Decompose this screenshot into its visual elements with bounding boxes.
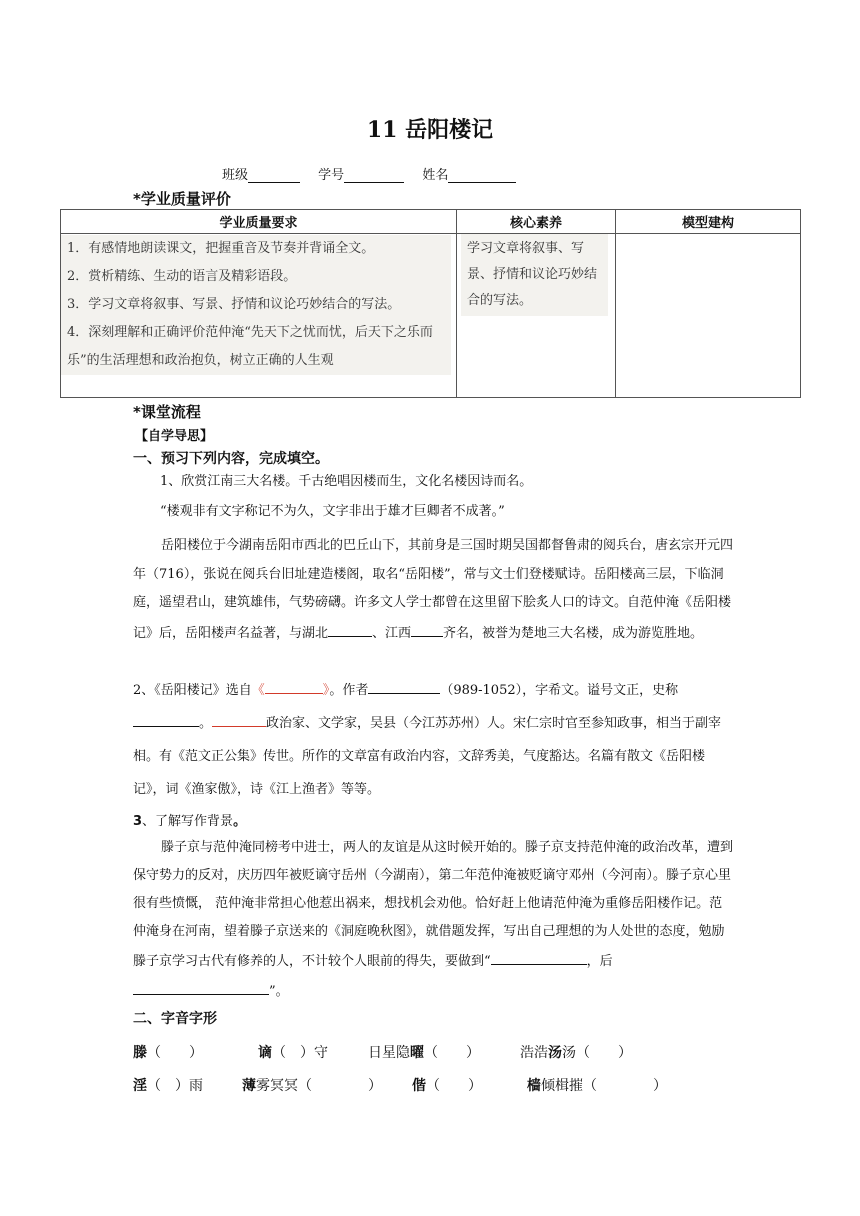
p1-body-text: 岳阳楼位于今湖南岳阳市西北的巴丘山下，其前身是三国时期吴国都督鲁肃的阅兵台，唐玄宗开元四年（716），张说在阅兵台旧址建造楼阁，取名“岳阳楼”，常与文士们登楼赋诗。岳阳楼高三层，下临洞庭，遥望君山，建筑雄伟，气势磅礴。许多文人学士都曾在这里留下脍炙人口的诗文。自范仲淹《岳阳楼记》后，岳阳楼声名益著，与湖北 bbox=[133, 538, 734, 641]
quality-heading: *学业质量评价 bbox=[133, 190, 231, 208]
quality-table bbox=[60, 209, 801, 398]
p3-body-text: 滕子京与范仲淹同榜考中进士，两人的友谊是从这时候开始的。滕子京支持范仲淹的政治改革，遭到保守势力的反对，庆历四年被贬谪守岳州（今湖南），第二年范仲淹被贬谪守邓州（今河南）。滕子京心里很有些愤慨， 范仲淹非常担心他惹出祸来，想找机会劝他。恰好赶上他请范仲淹为重修岳阳楼作记。范仲淹身在河南，望着滕子京送来的《洞庭晚秋图》，就借题发挥，写出自己理想的为人处世的态度，勉励滕子京学习古代有修养的人，不计较个人眼前的得失，要做到“ bbox=[133, 840, 734, 969]
p2-text-d: 。 bbox=[199, 716, 213, 731]
requirement-4: 4．深刻理解和正确评价范仲淹“先天下之忧而忧，后天下之乐而乐”的生活理想和政治抱负，树立正确的人生观 bbox=[61, 319, 451, 375]
char-item: 薄雾冥冥（ ） bbox=[242, 1078, 382, 1094]
name-label: 姓名 bbox=[422, 168, 449, 183]
p2-text-a: 2、《岳阳楼记》选自 bbox=[133, 683, 252, 698]
p2-text-e: 政治家、文学家，吴县（今江苏苏州）人。宋仁宗时官至参知政事，相当于副宰相。有《范文正公集》传世。所作的文章富有政治内容，文辞秀美，气度豁达。名篇有散文《岳阳楼记》，词《渔家傲》，诗《江上渔者》等等。 bbox=[133, 716, 722, 797]
header-requirements: 学业质量要求 bbox=[61, 210, 457, 234]
blank-jiangxi[interactable] bbox=[411, 618, 443, 637]
char-item: 偕（ ） bbox=[412, 1078, 482, 1094]
p3-body bbox=[133, 834, 733, 1006]
char-item: 谪（ ）守 bbox=[258, 1045, 328, 1061]
p1-body bbox=[133, 532, 735, 648]
p3-body-text-c: ”。 bbox=[269, 984, 289, 999]
p3-num: 3 bbox=[133, 814, 143, 829]
core-cell bbox=[457, 234, 616, 398]
number-blank[interactable] bbox=[344, 168, 404, 183]
page-title: 11 岳阳楼记 bbox=[366, 117, 494, 143]
requirement-2: 2．赏析精练、生动的语言及精彩语段。 bbox=[61, 263, 451, 291]
name-blank[interactable] bbox=[448, 168, 516, 183]
blank-hubei[interactable] bbox=[328, 618, 372, 637]
blank-dynasty[interactable] bbox=[212, 708, 266, 727]
self-study-label: 【自学导思】 bbox=[135, 429, 214, 444]
blank-joy[interactable] bbox=[133, 976, 269, 995]
char-item: 淫（ ）雨 bbox=[133, 1078, 203, 1094]
p3-dot: 。 bbox=[233, 814, 247, 829]
p1-intro: 1、欣赏江南三大名楼。千古绝唱因楼而生，文化名楼因诗而名。 bbox=[160, 474, 533, 489]
p2-red-close: 》 bbox=[322, 683, 330, 698]
number-label: 学号 bbox=[318, 168, 345, 183]
requirement-3: 3．学习文章将叙事、写景、抒情和议论巧妙结合的写法。 bbox=[61, 291, 451, 319]
p1-body-text-c: 齐名，被誉为楚地三大名楼，成为游览胜地。 bbox=[443, 625, 704, 641]
requirement-1: 1．有感情地朗读课文，把握重音及节奏并背诵全文。 bbox=[61, 235, 451, 263]
part2-heading: 二、字音字形 bbox=[133, 1011, 217, 1027]
blank-worry[interactable] bbox=[491, 946, 587, 965]
p1-body-text-b: 、江西 bbox=[372, 625, 412, 641]
class-blank[interactable] bbox=[248, 168, 300, 183]
char-item: 日星隐曜（ ） bbox=[368, 1045, 480, 1061]
p3-heading bbox=[133, 808, 246, 836]
p2-body bbox=[133, 674, 733, 806]
p3-body-text-b: ，后 bbox=[586, 954, 613, 969]
p2-red-open: 《 bbox=[251, 683, 265, 698]
requirements-cell bbox=[61, 234, 457, 398]
char-item: 滕（ ） bbox=[133, 1045, 203, 1061]
blank-title[interactable] bbox=[133, 708, 199, 727]
p2-text-b: 。作者 bbox=[329, 683, 369, 698]
p2-text-c: （989-1052），字希文。谥号文正，史称 bbox=[440, 683, 679, 698]
student-info-line bbox=[222, 164, 530, 183]
core-text: 学习文章将叙事、写景、抒情和议论巧妙结合的写法。 bbox=[461, 234, 608, 316]
header-model: 模型建构 bbox=[616, 210, 801, 234]
char-item: 浩浩汤汤（ ） bbox=[520, 1045, 632, 1061]
blank-author[interactable] bbox=[368, 675, 440, 694]
class-label: 班级 bbox=[222, 168, 249, 183]
p3-label: 、了解写作背景 bbox=[142, 814, 234, 829]
blank-source[interactable] bbox=[265, 675, 323, 694]
char-item: 樯倾楫摧（ ） bbox=[527, 1078, 667, 1094]
model-cell[interactable] bbox=[616, 234, 801, 398]
flow-heading: *课堂流程 bbox=[133, 403, 201, 421]
part1-heading: 一、预习下列内容，完成填空。 bbox=[133, 451, 329, 467]
header-core: 核心素养 bbox=[457, 210, 616, 234]
p1-quote: “楼观非有文字称记不为久，文字非出于雄才巨卿者不成著。” bbox=[160, 504, 505, 519]
